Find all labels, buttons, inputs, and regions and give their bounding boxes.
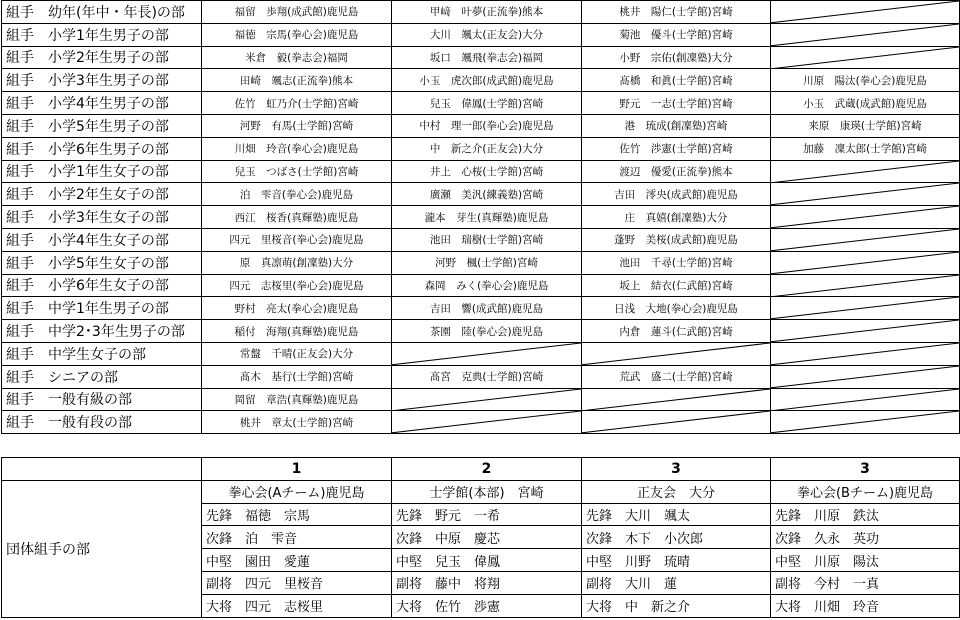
entry-place-1: 四元 里桜音(拳心会)鹿児島 [202, 228, 392, 251]
team-rank: 1 [202, 458, 392, 481]
team-member: 先鋒 野元 一希 [392, 503, 582, 526]
entry-place-3: 蓬野 美桜(成武館)鹿児島 [582, 228, 771, 251]
entry-place-1: 泊 雫音(拳心会)鹿児島 [202, 183, 392, 206]
entry-place-3: 髙橋 和眞(士学館)宮崎 [582, 69, 771, 92]
category-row [2, 388, 960, 411]
entry-place-1: 岡留 章浩(真輝塾)鹿児島 [202, 388, 392, 411]
empty-slot-slash [771, 206, 959, 228]
empty-slot-slash [392, 343, 581, 365]
entry-place-1: 佐竹 虹乃介(士学館)宮崎 [202, 92, 392, 115]
empty-slot-slash [582, 411, 770, 433]
team-rank: 2 [392, 458, 582, 481]
entry-place-3: 荒武 盛二(士学館)宮崎 [582, 365, 771, 388]
category-name: 組手 小学6年生男子の部 [2, 137, 202, 160]
entry-place-4: 来原 康瑛(士学館)宮崎 [771, 114, 960, 137]
category-name: 組手 小学2年生男子の部 [2, 46, 202, 69]
entry-place-2: 森岡 みく(拳心会)鹿児島 [392, 274, 582, 297]
empty-slot-cell [771, 251, 960, 274]
entry-place-3: 桃井 陽仁(士学館)宮崎 [582, 1, 771, 24]
empty-slot-slash [771, 252, 959, 274]
category-row [2, 23, 960, 46]
empty-slot-cell [771, 183, 960, 206]
entry-place-1: 河野 有馬(士学館)宮崎 [202, 114, 392, 137]
empty-slot-slash [771, 24, 959, 46]
empty-slot-slash [771, 1, 959, 23]
entry-place-2: 小玉 虎次郎(成武館)鹿児島 [392, 69, 582, 92]
team-header-blank [2, 458, 202, 481]
category-name: 組手 幼年(年中・年長)の部 [2, 1, 202, 24]
team-member: 中堅 川原 陽汰 [771, 549, 960, 572]
entry-place-2: 廣瀬 美汎(練義塾)宮崎 [392, 183, 582, 206]
team-member: 大将 四元 志桜里 [202, 594, 392, 617]
team-member: 先鋒 川原 鉄汰 [771, 503, 960, 526]
entry-place-3: 野元 一志(士学館)宮崎 [582, 92, 771, 115]
team-member: 次鋒 中原 慶芯 [392, 526, 582, 549]
category-name: 組手 小学5年生女子の部 [2, 251, 202, 274]
team-name: 拳心会(Aチーム)鹿児島 [202, 480, 392, 503]
team-member: 中堅 川野 琉晴 [582, 549, 771, 572]
entry-place-1: 米倉 毅(拳志会)福岡 [202, 46, 392, 69]
entry-place-4: 川原 陽汰(拳心会)鹿児島 [771, 69, 960, 92]
category-row [2, 228, 960, 251]
entry-place-2: 池田 瑞樹(士学館)宮崎 [392, 228, 582, 251]
empty-slot-cell [771, 365, 960, 388]
entry-place-3: 渡辺 優愛(正流拳)熊本 [582, 160, 771, 183]
category-name: 組手 小学4年生女子の部 [2, 228, 202, 251]
category-row [2, 365, 960, 388]
team-member: 先鋒 大川 颯太 [582, 503, 771, 526]
empty-slot-cell [392, 388, 582, 411]
category-name: 組手 一般有段の部 [2, 411, 202, 434]
empty-slot-slash [771, 183, 959, 205]
empty-slot-slash [771, 411, 959, 433]
empty-slot-slash [771, 389, 959, 411]
entry-place-2: 大川 颯太(正友会)大分 [392, 23, 582, 46]
team-name: 拳心会(Bチーム)鹿児島 [771, 480, 960, 503]
entry-place-3: 吉田 澪央(成武館)鹿児島 [582, 183, 771, 206]
entry-place-4: 小玉 武蔵(成武館)鹿児島 [771, 92, 960, 115]
team-name-row [2, 480, 960, 503]
category-row [2, 320, 960, 343]
category-name: 組手 シニアの部 [2, 365, 202, 388]
team-member: 副将 四元 里桜音 [202, 571, 392, 594]
entry-place-1: 常盤 千晴(正友会)大分 [202, 342, 392, 365]
entry-place-2: 坂口 颯飛(拳志会)福岡 [392, 46, 582, 69]
empty-slot-cell [771, 1, 960, 24]
entry-place-3: 菊池 優斗(士学館)宮崎 [582, 23, 771, 46]
category-row [2, 69, 960, 92]
team-member: 次鋒 泊 雫音 [202, 526, 392, 549]
entry-place-3: 佐竹 渉憲(士学館)宮崎 [582, 137, 771, 160]
team-name: 正友会 大分 [582, 480, 771, 503]
team-member: 先鋒 福徳 宗馬 [202, 503, 392, 526]
empty-slot-slash [771, 275, 959, 297]
category-row [2, 251, 960, 274]
category-name: 組手 中学2･3年生男子の部 [2, 320, 202, 343]
empty-slot-cell [771, 160, 960, 183]
entry-place-3: 内倉 蓮斗(仁武館)宮崎 [582, 320, 771, 343]
entry-place-1: 福留 歩翔(成武館)鹿児島 [202, 1, 392, 24]
category-row [2, 411, 960, 434]
team-rank: 3 [771, 458, 960, 481]
team-results-table [1, 457, 960, 618]
entry-place-1: 福徳 宗馬(拳心会)鹿児島 [202, 23, 392, 46]
individual-results-table [1, 0, 960, 434]
category-row [2, 274, 960, 297]
category-name: 組手 小学1年生男子の部 [2, 23, 202, 46]
empty-slot-cell [771, 320, 960, 343]
empty-slot-slash [771, 161, 959, 183]
entry-place-2: 甲﨑 叶夢(正流拳)熊本 [392, 1, 582, 24]
entry-place-1: 稲付 海翔(真輝塾)鹿児島 [202, 320, 392, 343]
individual-results-body [2, 1, 960, 434]
empty-slot-slash [771, 366, 959, 388]
entry-place-1: 原 真凛萌(創凜塾)大分 [202, 251, 392, 274]
entry-place-2: 兒玉 偉鳳(士学館)宮崎 [392, 92, 582, 115]
entry-place-3: 小野 宗佑(創凜塾)大分 [582, 46, 771, 69]
category-row [2, 297, 960, 320]
entry-place-2: 吉田 響(成武館)鹿児島 [392, 297, 582, 320]
team-member: 副将 藤中 将翔 [392, 571, 582, 594]
team-member: 中堅 園田 愛蓮 [202, 549, 392, 572]
empty-slot-cell [771, 23, 960, 46]
empty-slot-cell [582, 388, 771, 411]
empty-slot-cell [771, 228, 960, 251]
entry-place-1: 川畑 玲音(拳心会)鹿児島 [202, 137, 392, 160]
category-row [2, 206, 960, 229]
empty-slot-cell [771, 206, 960, 229]
category-name: 組手 小学6年生女子の部 [2, 274, 202, 297]
entry-place-3: 日浅 大地(拳心会)鹿児島 [582, 297, 771, 320]
team-member: 次鋒 木下 小次郎 [582, 526, 771, 549]
team-results-body [2, 458, 960, 618]
category-name: 組手 小学3年生男子の部 [2, 69, 202, 92]
empty-slot-cell [771, 411, 960, 434]
entry-place-3: 庄 真嬉(創凜塾)大分 [582, 206, 771, 229]
category-name: 組手 小学1年生女子の部 [2, 160, 202, 183]
category-row [2, 183, 960, 206]
entry-place-2: 中 新之介(正友会)大分 [392, 137, 582, 160]
empty-slot-cell [771, 388, 960, 411]
team-name: 士学館(本部) 宮崎 [392, 480, 582, 503]
entry-place-3: 池田 千尋(士学館)宮崎 [582, 251, 771, 274]
entry-place-4: 加藤 凜太郎(士学館)宮崎 [771, 137, 960, 160]
category-name: 組手 小学4年生男子の部 [2, 92, 202, 115]
entry-place-1: 兒玉 つばさ(士学館)宮崎 [202, 160, 392, 183]
entry-place-1: 野村 亮太(拳心会)鹿児島 [202, 297, 392, 320]
empty-slot-slash [771, 297, 959, 319]
category-name: 組手 一般有級の部 [2, 388, 202, 411]
category-row [2, 46, 960, 69]
entry-place-3: 港 琉成(創凜塾)宮崎 [582, 114, 771, 137]
empty-slot-slash [771, 47, 959, 69]
category-name: 組手 中学生女子の部 [2, 342, 202, 365]
team-member: 副将 今村 一真 [771, 571, 960, 594]
empty-slot-cell [582, 411, 771, 434]
entry-place-1: 髙木 基行(士学館)宮崎 [202, 365, 392, 388]
empty-slot-cell [771, 297, 960, 320]
team-section-label: 団体組手の部 [2, 480, 202, 617]
team-member: 大将 川畑 玲音 [771, 594, 960, 617]
team-member: 大将 中 新之介 [582, 594, 771, 617]
team-rank: 3 [582, 458, 771, 481]
team-rank-row [2, 458, 960, 481]
empty-slot-cell [392, 411, 582, 434]
empty-slot-slash [771, 320, 959, 342]
team-member: 次鋒 久永 英功 [771, 526, 960, 549]
empty-slot-slash [582, 389, 770, 411]
empty-slot-cell [582, 342, 771, 365]
entry-place-2: 髙宮 克典(士学館)宮崎 [392, 365, 582, 388]
entry-place-2: 井上 心桜(士学館)宮崎 [392, 160, 582, 183]
entry-place-2: 河野 楓(士学館)宮崎 [392, 251, 582, 274]
entry-place-3: 坂上 結衣(仁武館)宮崎 [582, 274, 771, 297]
category-name: 組手 小学3年生女子の部 [2, 206, 202, 229]
category-row [2, 342, 960, 365]
entry-place-1: 四元 志桜里(拳心会)鹿児島 [202, 274, 392, 297]
category-name: 組手 小学2年生女子の部 [2, 183, 202, 206]
empty-slot-cell [392, 342, 582, 365]
category-row [2, 92, 960, 115]
empty-slot-cell [771, 342, 960, 365]
entry-place-2: 中村 理一郎(拳心会)鹿児島 [392, 114, 582, 137]
team-member: 大将 佐竹 渉憲 [392, 594, 582, 617]
category-row [2, 1, 960, 24]
empty-slot-cell [771, 274, 960, 297]
empty-slot-slash [771, 343, 959, 365]
empty-slot-slash [582, 343, 770, 365]
category-name: 組手 小学5年生男子の部 [2, 114, 202, 137]
empty-slot-slash [392, 389, 581, 411]
entry-place-1: 田崎 颯志(正流拳)熊本 [202, 69, 392, 92]
empty-slot-cell [771, 46, 960, 69]
category-row [2, 114, 960, 137]
team-member: 中堅 兒玉 偉鳳 [392, 549, 582, 572]
empty-slot-slash [392, 411, 581, 433]
category-name: 組手 中学1年生男子の部 [2, 297, 202, 320]
empty-slot-slash [771, 229, 959, 251]
category-row [2, 137, 960, 160]
entry-place-1: 桃井 章太(士学館)宮崎 [202, 411, 392, 434]
entry-place-2: 瀧本 芽生(真輝塾)鹿児島 [392, 206, 582, 229]
entry-place-2: 茶園 陸(拳心会)鹿児島 [392, 320, 582, 343]
team-member: 副将 大川 蓮 [582, 571, 771, 594]
category-row [2, 160, 960, 183]
entry-place-1: 西江 桜香(真輝塾)鹿児島 [202, 206, 392, 229]
